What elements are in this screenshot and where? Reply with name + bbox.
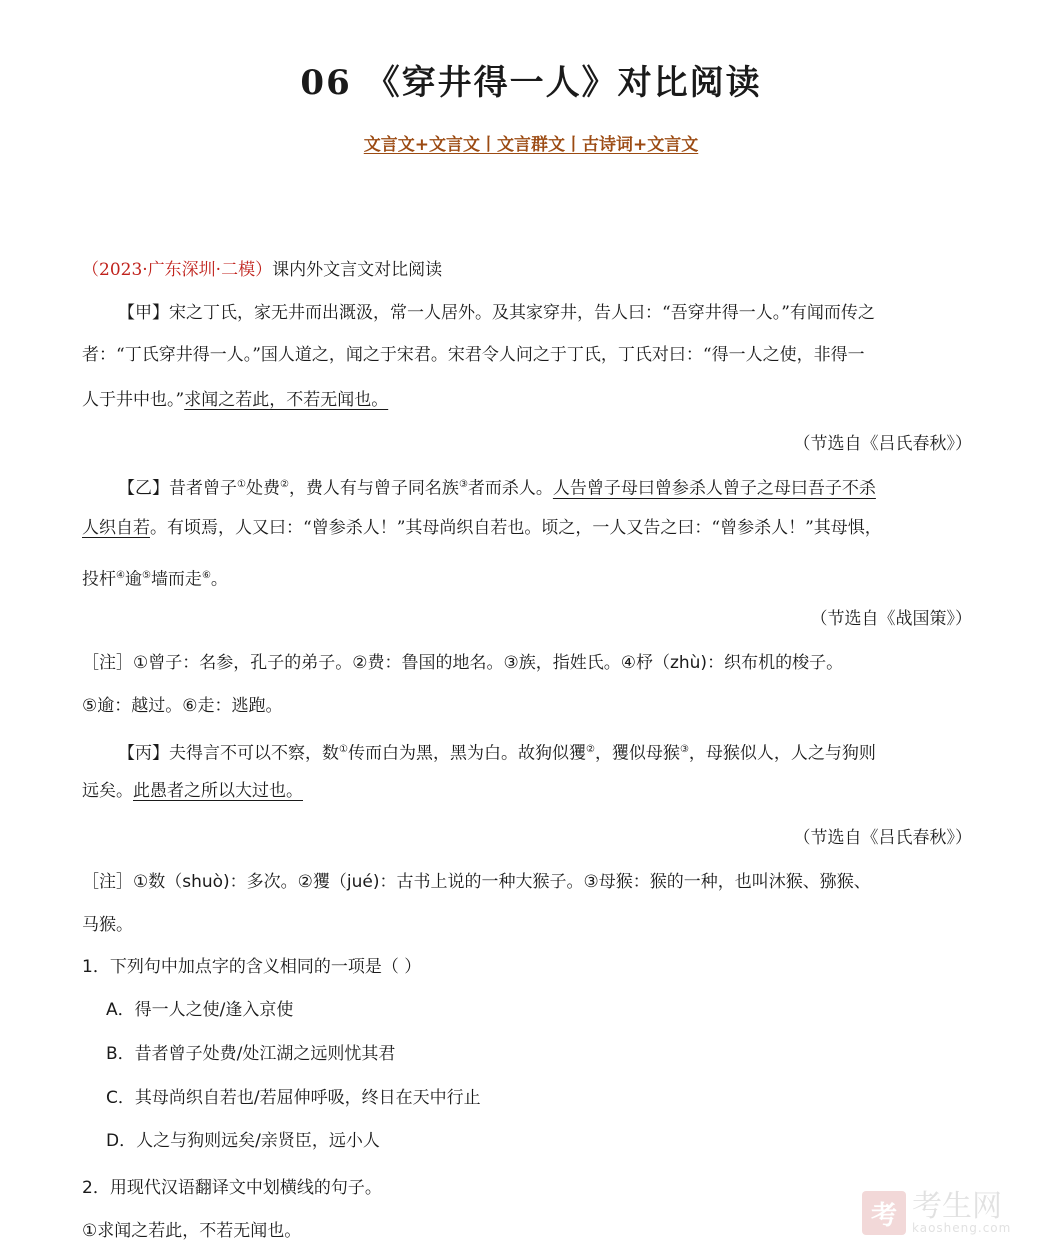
intro-text: 课内外文言文对比阅读 (272, 260, 443, 280)
passage-text: 传而白为黑，黑为白。故狗似玃 (347, 743, 586, 764)
exam-source-tag: （2023·广东深圳·二模） (82, 260, 273, 280)
passage-text: ，母猴似人，人之与狗则 (688, 743, 876, 764)
question-1-option-b: B．昔者曾子处费/处江湖之远则忧其君 (106, 1044, 396, 1064)
passage-yi-line-3 (82, 564, 228, 592)
passage-text: 。 (210, 569, 228, 590)
source-citation: （节选自《吕氏春秋》） (793, 434, 972, 454)
passage-text: 【丙】夫得言不可以不察，数 (118, 743, 339, 764)
question-1-option-d: D．人之与狗则远矣/亲贤臣，远小人 (106, 1131, 380, 1151)
passage-text: 者而杀人。 (467, 478, 553, 499)
source-citation: （节选自《战国策》） (810, 609, 972, 629)
question-1-option-c: C．其母尚织自若也/若屈伸呼吸，终日在天中行止 (106, 1088, 481, 1108)
footnote-marker: ④ (116, 570, 125, 581)
passage-text: 处费 (245, 478, 280, 499)
footnote-marker: ③ (458, 479, 468, 490)
watermark-text: 考生网 (912, 1189, 1002, 1224)
note-bing-1: ［注］①数（shuò)：多次。②玃（jué)：古书上说的一种大猴子。③母猴：猴的一种，也叫沐猴、猕猴、 (82, 872, 871, 892)
passage-text: 。有顷焉，人又曰：“曾参杀人！”其母尚织自若也。顷之，一人又告之曰：“曾参杀人！”其母惧， (150, 518, 882, 538)
footnote-marker: ① (237, 479, 246, 490)
footnote-marker: ② (585, 744, 595, 755)
passage-bing-line-2 (82, 779, 303, 803)
passage-jia-line-1: 【甲】宋之丁氏，家无井而出溉汲，常一人居外。及其家穿井，告人曰：“吾穿井得一人。”有闻而传之 (118, 303, 875, 323)
underlined-sentence: 人告曾子母曰曾参杀人曾子之母曰吾子不杀 (552, 478, 876, 499)
passage-text: ，费人有与曾子同名族 (288, 478, 459, 499)
underlined-sentence: 人织自若 (82, 518, 150, 538)
passage-yi-line-2 (82, 516, 882, 540)
passage-text: 远矣。 (82, 781, 133, 801)
passage-jia-text: 人于井中也。” (82, 390, 185, 410)
watermark-logo-icon: 考 (862, 1191, 906, 1235)
note-bing-2: 马猴。 (82, 915, 133, 935)
category-link[interactable]: 文言文+文言文丨文言群文丨古诗词+文言文 (363, 135, 699, 155)
question-1: 1．下列句中加点字的含义相同的一项是（ ） (82, 957, 422, 977)
source-citation: （节选自《吕氏春秋》） (793, 828, 972, 848)
passage-jia-line-2: 者：“丁氏穿井得一人。”国人道之，闻之于宋君。宋君令人问之于丁氏，丁氏对曰：“得一人之使，非得一 (82, 345, 865, 365)
footnote-marker: ⑥ (201, 570, 211, 581)
passage-yi-line-1 (118, 473, 876, 501)
passage-text: 投杆 (82, 569, 116, 590)
note-yi-1: ［注］①曾子：名参，孔子的弟子。②费：鲁国的地名。③族，指姓氏。④杼（zhù)：织布机的梭子。 (82, 653, 844, 673)
note-yi-2: ⑤逾：越过。⑥走：逃跑。 (82, 696, 283, 716)
intro-line (82, 258, 442, 282)
passage-text: 【乙】昔者曾子 (118, 478, 237, 499)
footnote-marker: ② (279, 479, 289, 490)
question-2: 2．用现代汉语翻译文中划横线的句子。 (82, 1178, 382, 1198)
passage-text: ，玃似母猴 (594, 743, 680, 764)
underlined-sentence: 此愚者之所以大过也。 (133, 781, 303, 801)
footnote-marker: ① (339, 744, 348, 755)
passage-bing-line-1 (118, 738, 876, 766)
passage-text: 墙而走 (150, 569, 202, 590)
question-2-sub-1: ①求闻之若此，不若无闻也。 (82, 1221, 302, 1241)
footnote-marker: ⑤ (141, 570, 151, 581)
underlined-sentence: 求闻之若此，不若无闻也。 (184, 390, 389, 410)
passage-jia-line-3 (82, 388, 388, 412)
footnote-marker: ③ (679, 744, 689, 755)
watermark-domain: kaosheng.com (912, 1221, 1012, 1235)
watermark (862, 1185, 1022, 1241)
question-1-option-a: A．得一人之使/逢入京使 (106, 1000, 294, 1020)
page-title: 06 《穿井得一人》对比阅读 (300, 63, 762, 103)
passage-text: 逾 (124, 569, 142, 590)
